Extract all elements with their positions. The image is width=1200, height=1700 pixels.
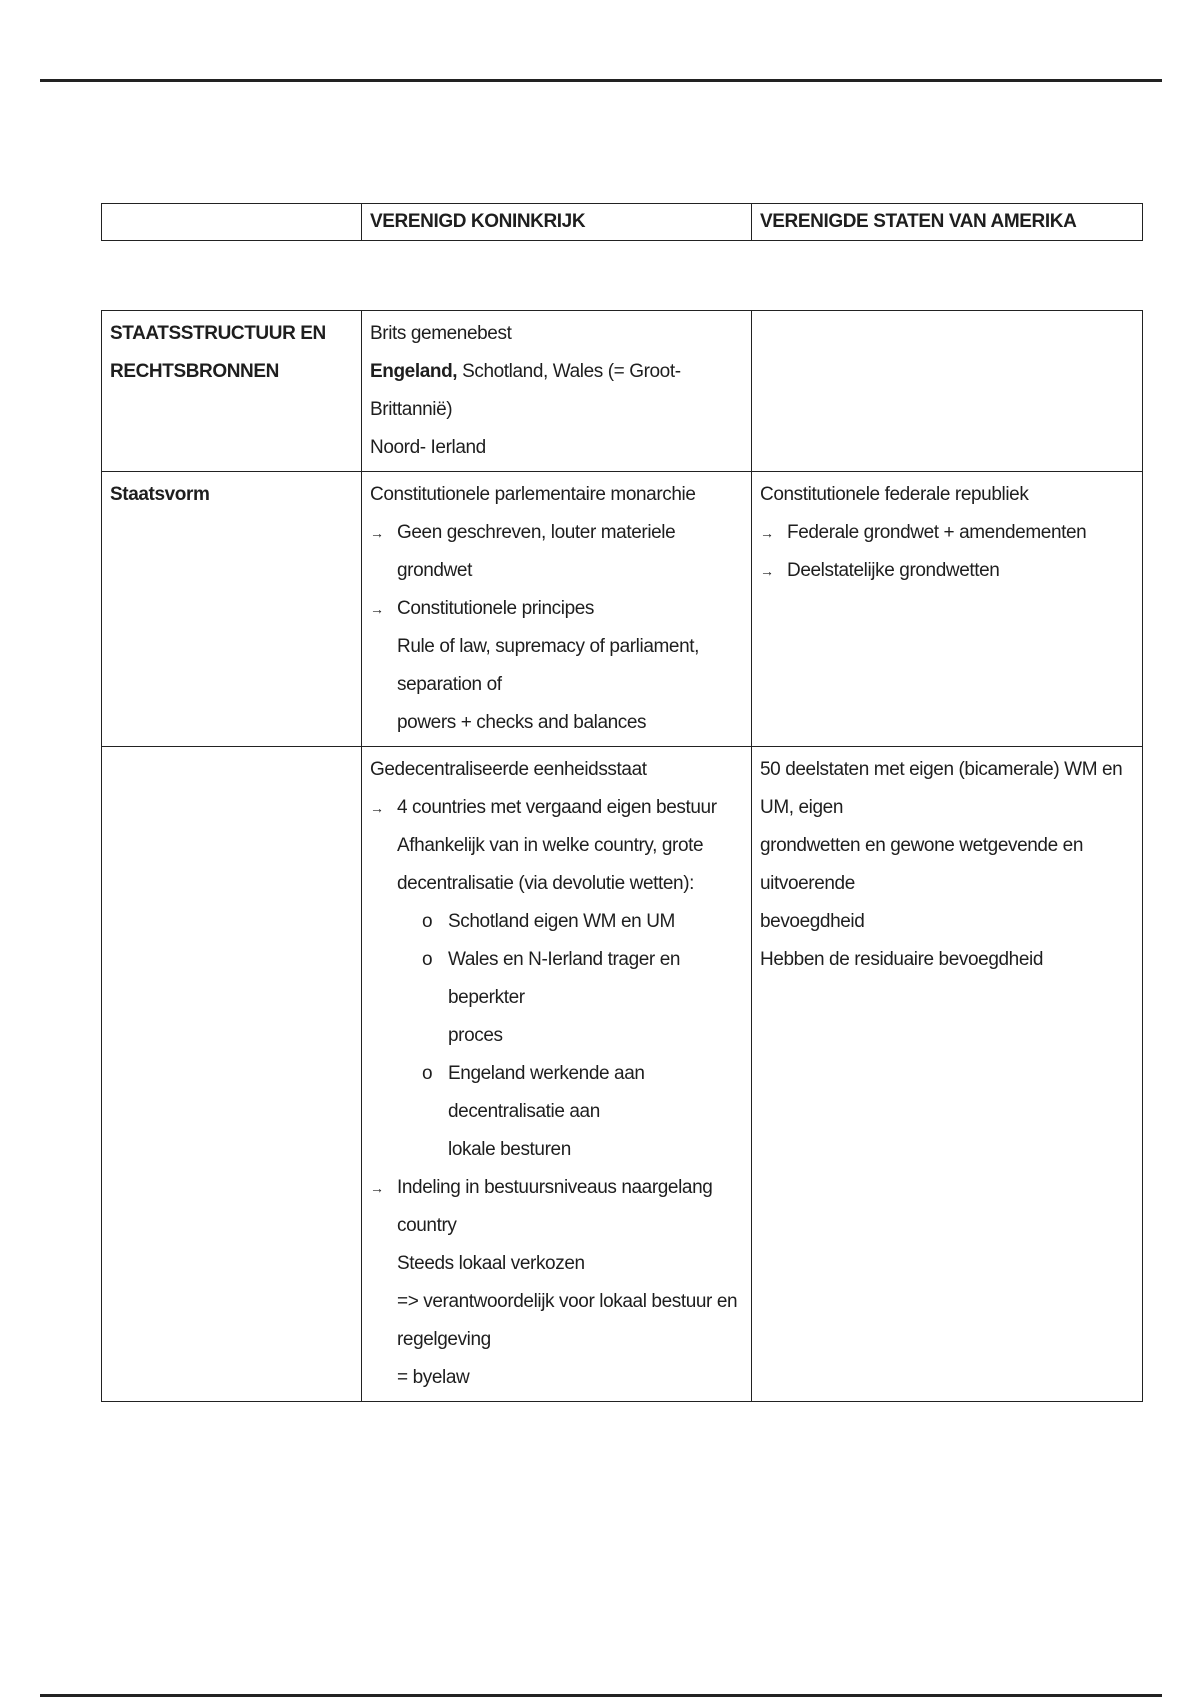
- text: Indeling in bestuursniveaus naargelang country: [397, 1177, 713, 1236]
- row-staatsstructuur: [102, 311, 1143, 472]
- label-staatsstructuur: [102, 311, 362, 472]
- list-item: [760, 514, 1134, 552]
- arrow-icon: →: [760, 525, 774, 541]
- row-staatsvorm: [102, 472, 1143, 747]
- text: Wales en N-Ierland trager en beperkter: [448, 949, 681, 1008]
- text-line: Steeds lokaal verkozen: [397, 1253, 585, 1274]
- text-line: Hebben de residuaire bevoegdheid: [760, 949, 1043, 970]
- arrow-icon: →: [370, 525, 384, 541]
- label-staatsvorm: Staatsvorm: [102, 472, 362, 747]
- text-line: lokale besturen: [448, 1139, 571, 1160]
- header-table: [101, 203, 1143, 241]
- arrow-icon: →: [370, 601, 384, 617]
- arrow-icon: →: [760, 563, 774, 579]
- header-uk: VERENIGD KONINKRIJK: [362, 204, 752, 241]
- text-line: Afhankelijk van in welke country, grote: [397, 835, 704, 856]
- cell-us-staatsvorm: [752, 472, 1143, 747]
- arrow-icon: →: [370, 1180, 384, 1196]
- cell-uk-decentralisatie: [362, 747, 752, 1402]
- bullet-icon: o: [422, 949, 433, 970]
- label-line: STAATSSTRUCTUUR EN: [110, 323, 326, 344]
- top-rule: [40, 79, 1162, 82]
- text-line: grondwetten en gewone wetgevende en uitvoerende: [760, 835, 1083, 894]
- text-line: Gedecentraliseerde eenheidsstaat: [370, 759, 647, 780]
- comparison-table: [101, 310, 1143, 1402]
- text: Geen geschreven, louter materiele grondwet: [397, 522, 676, 581]
- text: 4 countries met vergaand eigen bestuur: [397, 797, 717, 818]
- sub-list-item: [370, 903, 743, 941]
- text-line: 50 deelstaten met eigen (bicamerale) WM en UM, eigen: [760, 759, 1123, 818]
- cell-uk-staatsvorm: [362, 472, 752, 747]
- text-line: Constitutionele parlementaire monarchie: [370, 484, 696, 505]
- text-line: Brits gemenebest: [370, 323, 512, 344]
- text-line: Constitutionele federale republiek: [760, 484, 1029, 505]
- text: Schotland eigen WM en UM: [448, 911, 675, 932]
- label-decentralisatie-empty: [102, 747, 362, 1402]
- cell-us-decentralisatie: [752, 747, 1143, 1402]
- header-us: VERENIGDE STATEN VAN AMERIKA: [752, 204, 1143, 241]
- list-item: [370, 514, 743, 590]
- label-line: RECHTSBRONNEN: [110, 361, 279, 382]
- header-row: [102, 204, 1143, 241]
- bullet-icon: o: [422, 1063, 433, 1084]
- header-empty-cell: [102, 204, 362, 241]
- text-line: decentralisatie (via devolutie wetten):: [397, 873, 695, 894]
- row-decentralisatie: [102, 747, 1143, 1402]
- arrow-icon: →: [370, 800, 384, 816]
- bold-text: Engeland,: [370, 361, 458, 382]
- text: Deelstatelijke grondwetten: [787, 560, 1000, 581]
- text: Constitutionele principes: [397, 598, 595, 619]
- list-item: [370, 1169, 743, 1245]
- text: Federale grondwet + amendementen: [787, 522, 1087, 543]
- text-line: proces: [448, 1025, 503, 1046]
- text-line: Rule of law, supremacy of parliament, separation of: [397, 636, 700, 695]
- cell-uk-structure: [362, 311, 752, 472]
- list-item: [760, 552, 1134, 590]
- cell-us-structure: [752, 311, 1143, 472]
- text-line: bevoegdheid: [760, 911, 865, 932]
- sub-list-item: [370, 1055, 743, 1131]
- text-line: Noord- Ierland: [370, 437, 486, 458]
- text-line: regelgeving: [397, 1329, 491, 1350]
- list-item: [370, 789, 743, 827]
- text-line: => verantwoordelijk voor lokaal bestuur en: [397, 1291, 738, 1312]
- bottom-rule: [40, 1694, 1162, 1697]
- text: Engeland werkende aan decentralisatie aan: [448, 1063, 645, 1122]
- text-line: = byelaw: [397, 1367, 470, 1388]
- sub-list-item: [370, 941, 743, 1017]
- text: Schotland, Wales (= Groot-Brittannië): [370, 361, 681, 420]
- list-item: [370, 590, 743, 628]
- bullet-icon: o: [422, 911, 433, 932]
- text-line: [370, 353, 743, 429]
- text-line: powers + checks and balances: [397, 712, 647, 733]
